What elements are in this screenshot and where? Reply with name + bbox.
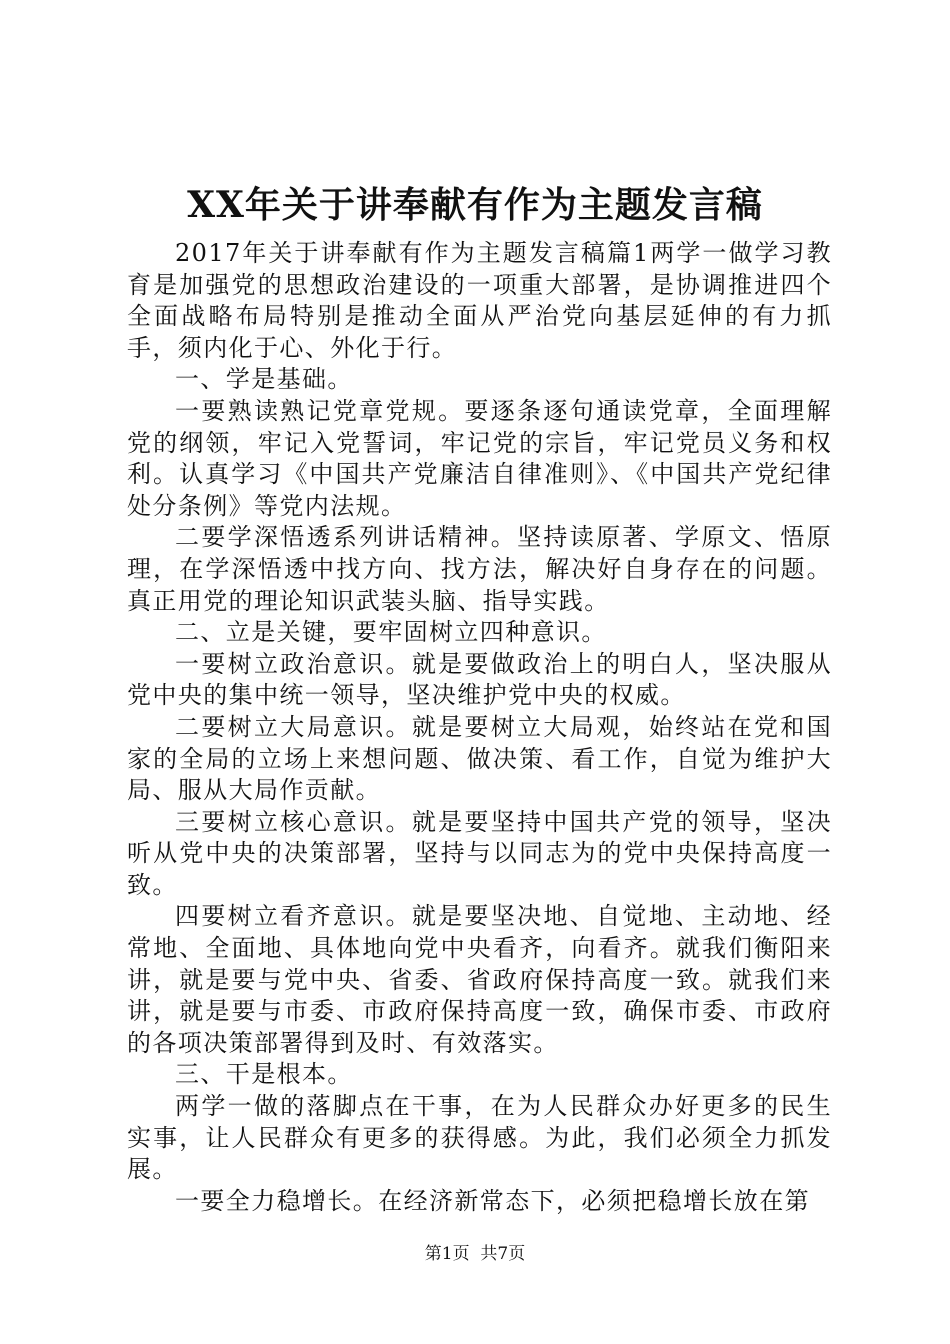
page-total: 共7页 xyxy=(480,1244,526,1264)
paragraph: 一要全力稳增长。在经济新常态下，必须把稳增长放在第 xyxy=(175,1186,810,1215)
paragraph: 三要树立核心意识。就是要坚持中国共产党的领导，坚决听从党中央的决策部署，坚持与以同志为的党中央保持高度一致。 xyxy=(127,807,832,899)
paragraph: 一要树立政治意识。就是要做政治上的明白人，坚决服从党中央的集中统一领导，坚决维护党中央的权威。 xyxy=(127,649,832,710)
paragraph: 2017年关于讲奉献有作为主题发言稿篇1两学一做学习教育是加强党的思想政治建设的一项重大部署，是协调推进四个全面战略布局特别是推动全面从严治党向基层延伸的有力抓手，须内化于心、外化于行。 xyxy=(127,239,832,362)
paragraph: 两学一做的落脚点在干事，在为人民群众办好更多的民生实事，让人民群众有更多的获得感。为此，我们必须全力抓发展。 xyxy=(127,1092,832,1184)
paragraph: 四要树立看齐意识。就是要坚决地、自觉地、主动地、经常地、全面地、具体地向党中央看齐，向看齐。就我们衡阳来讲，就是要与党中央、省委、省政府保持高度一致。就我们来讲，就是要与市委、市政府保持高度一致，确保市委、市政府的各项决策部署得到及时、有效落实。 xyxy=(127,902,832,1057)
paragraph: 二要树立大局意识。就是要树立大局观，始终站在党和国家的全局的立场上来想问题、做决策、看工作，自觉为维护大局、服从大局作贡献。 xyxy=(127,712,832,805)
section-heading: 二、立是关键，要牢固树立四种意识。 xyxy=(175,618,607,647)
paragraph: 二要学深悟透系列讲话精神。坚持读原著、学原文、悟原理，在学深悟透中找方向、找方法，解决好自身存在的问题。真正用党的理论知识武装头脑、指导实践。 xyxy=(127,523,832,615)
page-footer xyxy=(0,1243,950,1265)
document-title: XX年关于讲奉献有作为主题发言稿 xyxy=(187,184,763,226)
section-heading: 三、干是根本。 xyxy=(175,1060,353,1089)
paragraph: 一要熟读熟记党章党规。要逐条逐句通读党章，全面理解党的纲领，牢记入党誓词，牢记党的宗旨，牢记党员义务和权利。认真学习《中国共产党廉洁自律准则》、《中国共产党纪律处分条例》等党内法规。 xyxy=(127,396,832,520)
page-number: 第1页 xyxy=(424,1244,470,1264)
section-heading: 一、学是基础。 xyxy=(175,365,353,394)
document-body xyxy=(127,238,832,1217)
